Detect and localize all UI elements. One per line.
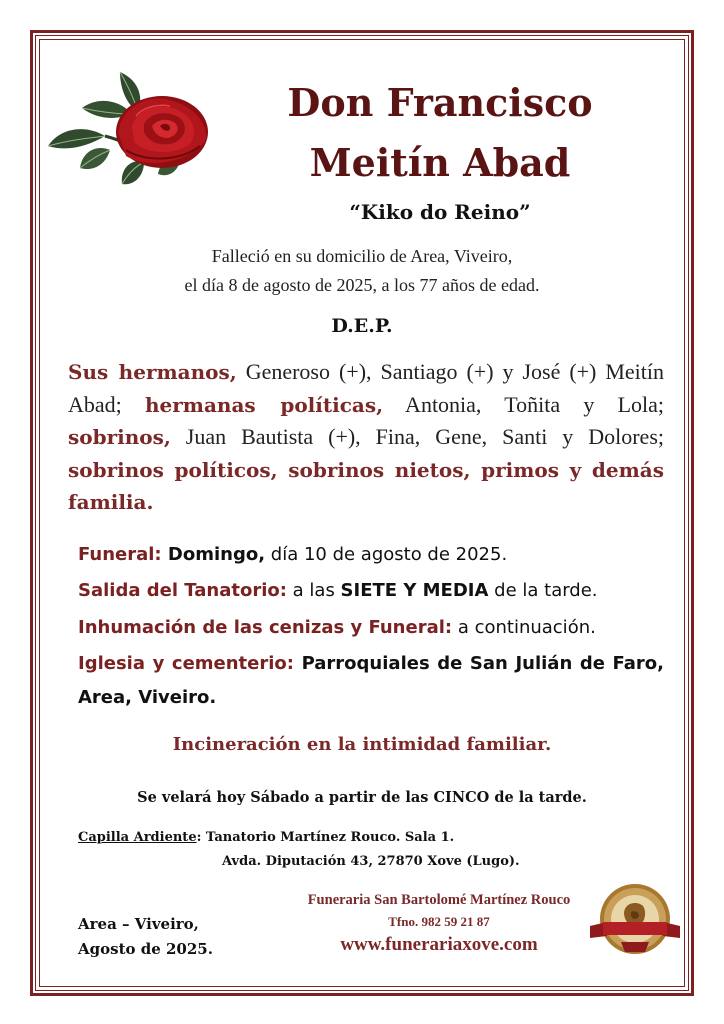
- family-segment: Antonia, Toñita y Lola;: [383, 391, 664, 417]
- family-segment: Sus hermanos,: [68, 360, 237, 384]
- death-notice-line1: Falleció en su domicilio de Area, Viveiro,: [211, 246, 513, 266]
- service-location: Parroquiales de San Julián de Faro, Area, Viveiro.: [78, 653, 664, 708]
- chapel-address: Avda. Diputación 43, 27870 Xove (Lugo).: [222, 854, 520, 869]
- service-label: Inhumación de las cenizas y Funeral:: [78, 617, 453, 638]
- service-text: a las: [286, 580, 341, 601]
- service-text: a continuación.: [452, 617, 596, 638]
- service-iglesia: [78, 647, 664, 715]
- death-notice-line2: el día 8 de agosto de 2025, a los 77 años de edad.: [184, 275, 540, 295]
- family-segment: sobrinos políticos, sobrinos nietos, primos y demás familia.: [68, 457, 664, 514]
- deceased-nickname: “Kiko do Reino”: [349, 200, 531, 224]
- dep-heading: D.E.P.: [331, 315, 393, 337]
- chapel-location: : Tanatorio Martínez Rouco. Sala 1.: [196, 830, 455, 845]
- place-line: Area – Viveiro,: [78, 915, 199, 933]
- red-rose-icon: [40, 66, 210, 211]
- date-line: Agosto de 2025.: [78, 940, 213, 958]
- deceased-name-line1: Don Francisco: [287, 80, 593, 125]
- funeraria-seal-icon: [587, 882, 683, 956]
- family-segment: sobrinos,: [68, 425, 171, 449]
- service-label: Iglesia y cementerio:: [78, 653, 294, 674]
- service-text: de la tarde.: [488, 580, 598, 601]
- funeraria-phone: Tfno. 982 59 21 87: [388, 914, 490, 929]
- wake-note: Se velará hoy Sábado a partir de las CINCO de la tarde.: [137, 789, 587, 806]
- funeraria-website: www.funerariaxove.com: [340, 934, 538, 955]
- service-inhumacion: [78, 611, 664, 645]
- funeraria-name: Funeraria San Bartolomé Martínez Rouco: [307, 892, 571, 908]
- family-paragraph: [68, 356, 664, 519]
- service-label: Salida del Tanatorio:: [78, 580, 287, 601]
- deceased-name-line2: Meitín Abad: [309, 140, 571, 185]
- incineration-note: Incineración en la intimidad familiar.: [172, 734, 552, 755]
- chapel-label: Capilla Ardiente: [78, 830, 197, 845]
- place-date: [78, 912, 213, 962]
- service-salida: [78, 574, 664, 608]
- service-day: Domingo,: [161, 544, 266, 565]
- chapel-line1: [78, 830, 454, 845]
- service-time: SIETE Y MEDIA: [340, 580, 489, 601]
- family-segment: hermanas políticas,: [144, 392, 384, 417]
- family-segment: Generoso (+), Santiago (+) y José (+) Meitín Abad;: [68, 359, 665, 417]
- family-segment: Juan Bautista (+), Fina, Gene, Santi y Dolores;: [170, 424, 664, 449]
- service-funeral: [78, 538, 664, 572]
- service-label: Funeral:: [78, 544, 162, 565]
- service-date: día 10 de agosto de 2025.: [265, 544, 508, 565]
